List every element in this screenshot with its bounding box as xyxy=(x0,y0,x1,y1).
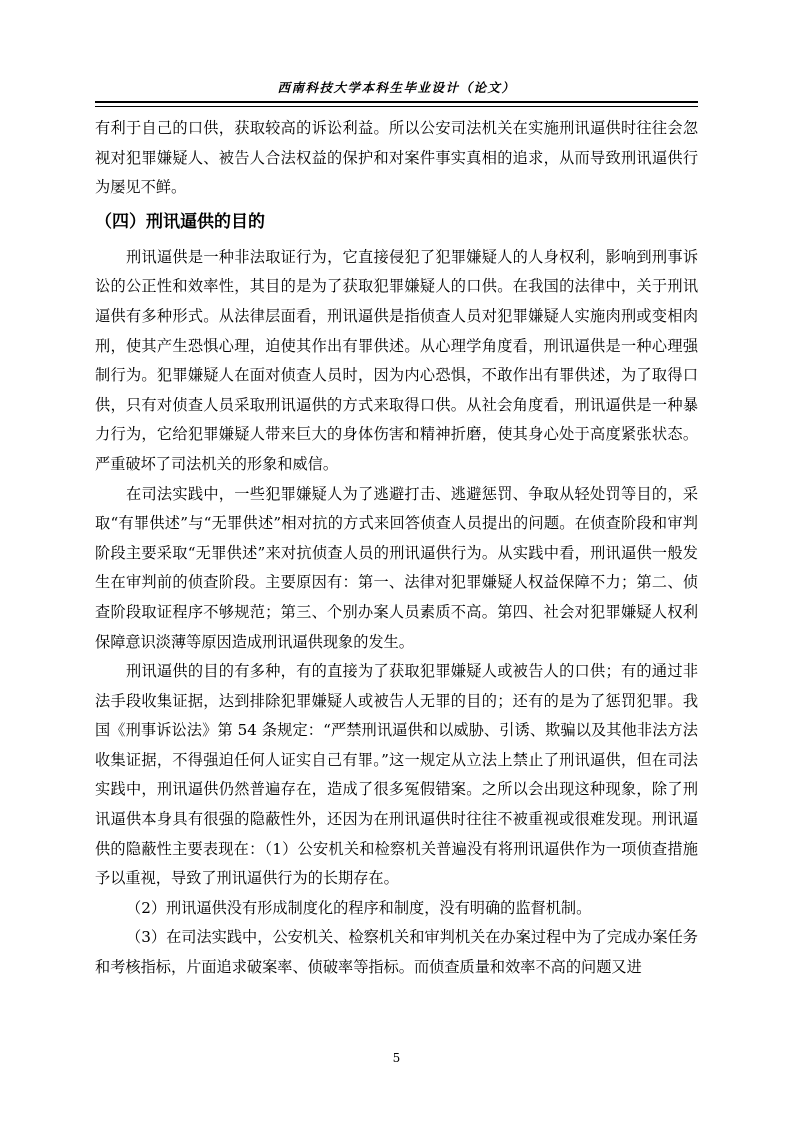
running-header: 西南科技大学本科生毕业设计（论文） xyxy=(277,80,516,95)
header-rule-thin xyxy=(95,106,698,107)
paragraph-continued: 有利于自己的口供，获取较高的诉讼利益。所以公安司法机关在实施刑讯逼供时往往会忽视对犯罪嫌疑人、被告人合法权益的保护和对案件事实真相的追求，从而导致刑讯逼供行为屡见不鲜。 xyxy=(95,119,698,197)
paragraph: 刑讯逼供的目的有多种，有的直接为了获取犯罪嫌疑人或被告人的口供；有的通过非法手段收集证据，达到排除犯罪嫌疑人或被告人无罪的目的；还有的是为了惩罚犯罪。我国《刑事诉讼法》第 54 条规定：“严禁刑讯逼供和以威胁、引诱、欺骗以及其他非法方法收集证据，不得强迫任何人证实自己有罪。”这一规定从立法上禁止了刑讯逼供，但在司法实践中，刑讯逼供仍然普遍存在，造成了很多冤假错案。之所以会出现这种现象，除了刑讯逼供本身具有很强的隐蔽性外，还因为在刑讯逼供时往往不被重视或很难发现。刑讯逼供的隐蔽性主要表现在：（1）公安机关和检察机关普遍没有将刑讯逼供作为一项侦查措施予以重视，导致了刑讯逼供行为的长期存在。 xyxy=(95,662,698,888)
paragraph: 刑讯逼供是一种非法取证行为，它直接侵犯了犯罪嫌疑人的人身权利，影响到刑事诉讼的公正性和效率性，其目的是为了获取犯罪嫌疑人的口供。在我国的法律中，关于刑讯逼供有多种形式。从法律层面看，刑讯逼供是指侦查人员对犯罪嫌疑人实施肉刑或变相肉刑，使其产生恐惧心理，迫使其作出有罪供述。从心理学角度看，刑讯逼供是一种心理强制行为。犯罪嫌疑人在面对侦查人员时，因为内心恐惧，不敢作出有罪供述，为了取得口供，只有对侦查人员采取刑讯逼供的方式来取得口供。从社会角度看，刑讯逼供是一种暴力行为，它给犯罪嫌疑人带来巨大的身体伤害和精神折磨，使其身心处于高度紧张状态。严重破坏了司法机关的形象和威信。 xyxy=(95,247,698,473)
header-rule xyxy=(95,101,698,103)
list-paragraph: （2）刑讯逼供没有形成制度化的程序和制度，没有明确的监督机制。 xyxy=(126,898,592,917)
page-number: 5 xyxy=(392,1051,401,1065)
list-paragraph: （3）在司法实践中，公安机关、检察机关和审判机关在办案过程中为了完成办案任务和考核指标，片面追求破案率、侦破率等指标。而侦查质量和效率不高的问题又进 xyxy=(95,928,698,977)
page-body xyxy=(95,114,698,983)
paragraph: 在司法实践中，一些犯罪嫌疑人为了逃避打击、逃避惩罚、争取从轻处罚等目的，采取“有罪供述”与“无罪供述”相对抗的方式来回答侦查人员提出的问题。在侦查阶段和审判阶段主要采取“无罪供述”来对抗侦查人员的刑讯逼供行为。从实践中看，刑讯逼供一般发生在审判前的侦查阶段。主要原因有：第一、法律对犯罪嫌疑人权益保障不力；第二、侦查阶段取证程序不够规范；第三、个别办案人员素质不高。第四、社会对犯罪嫌疑人权利保障意识淡薄等原因造成刑讯逼供现象的发生。 xyxy=(95,484,698,651)
section-heading: （四）刑讯逼供的目的 xyxy=(95,211,265,232)
